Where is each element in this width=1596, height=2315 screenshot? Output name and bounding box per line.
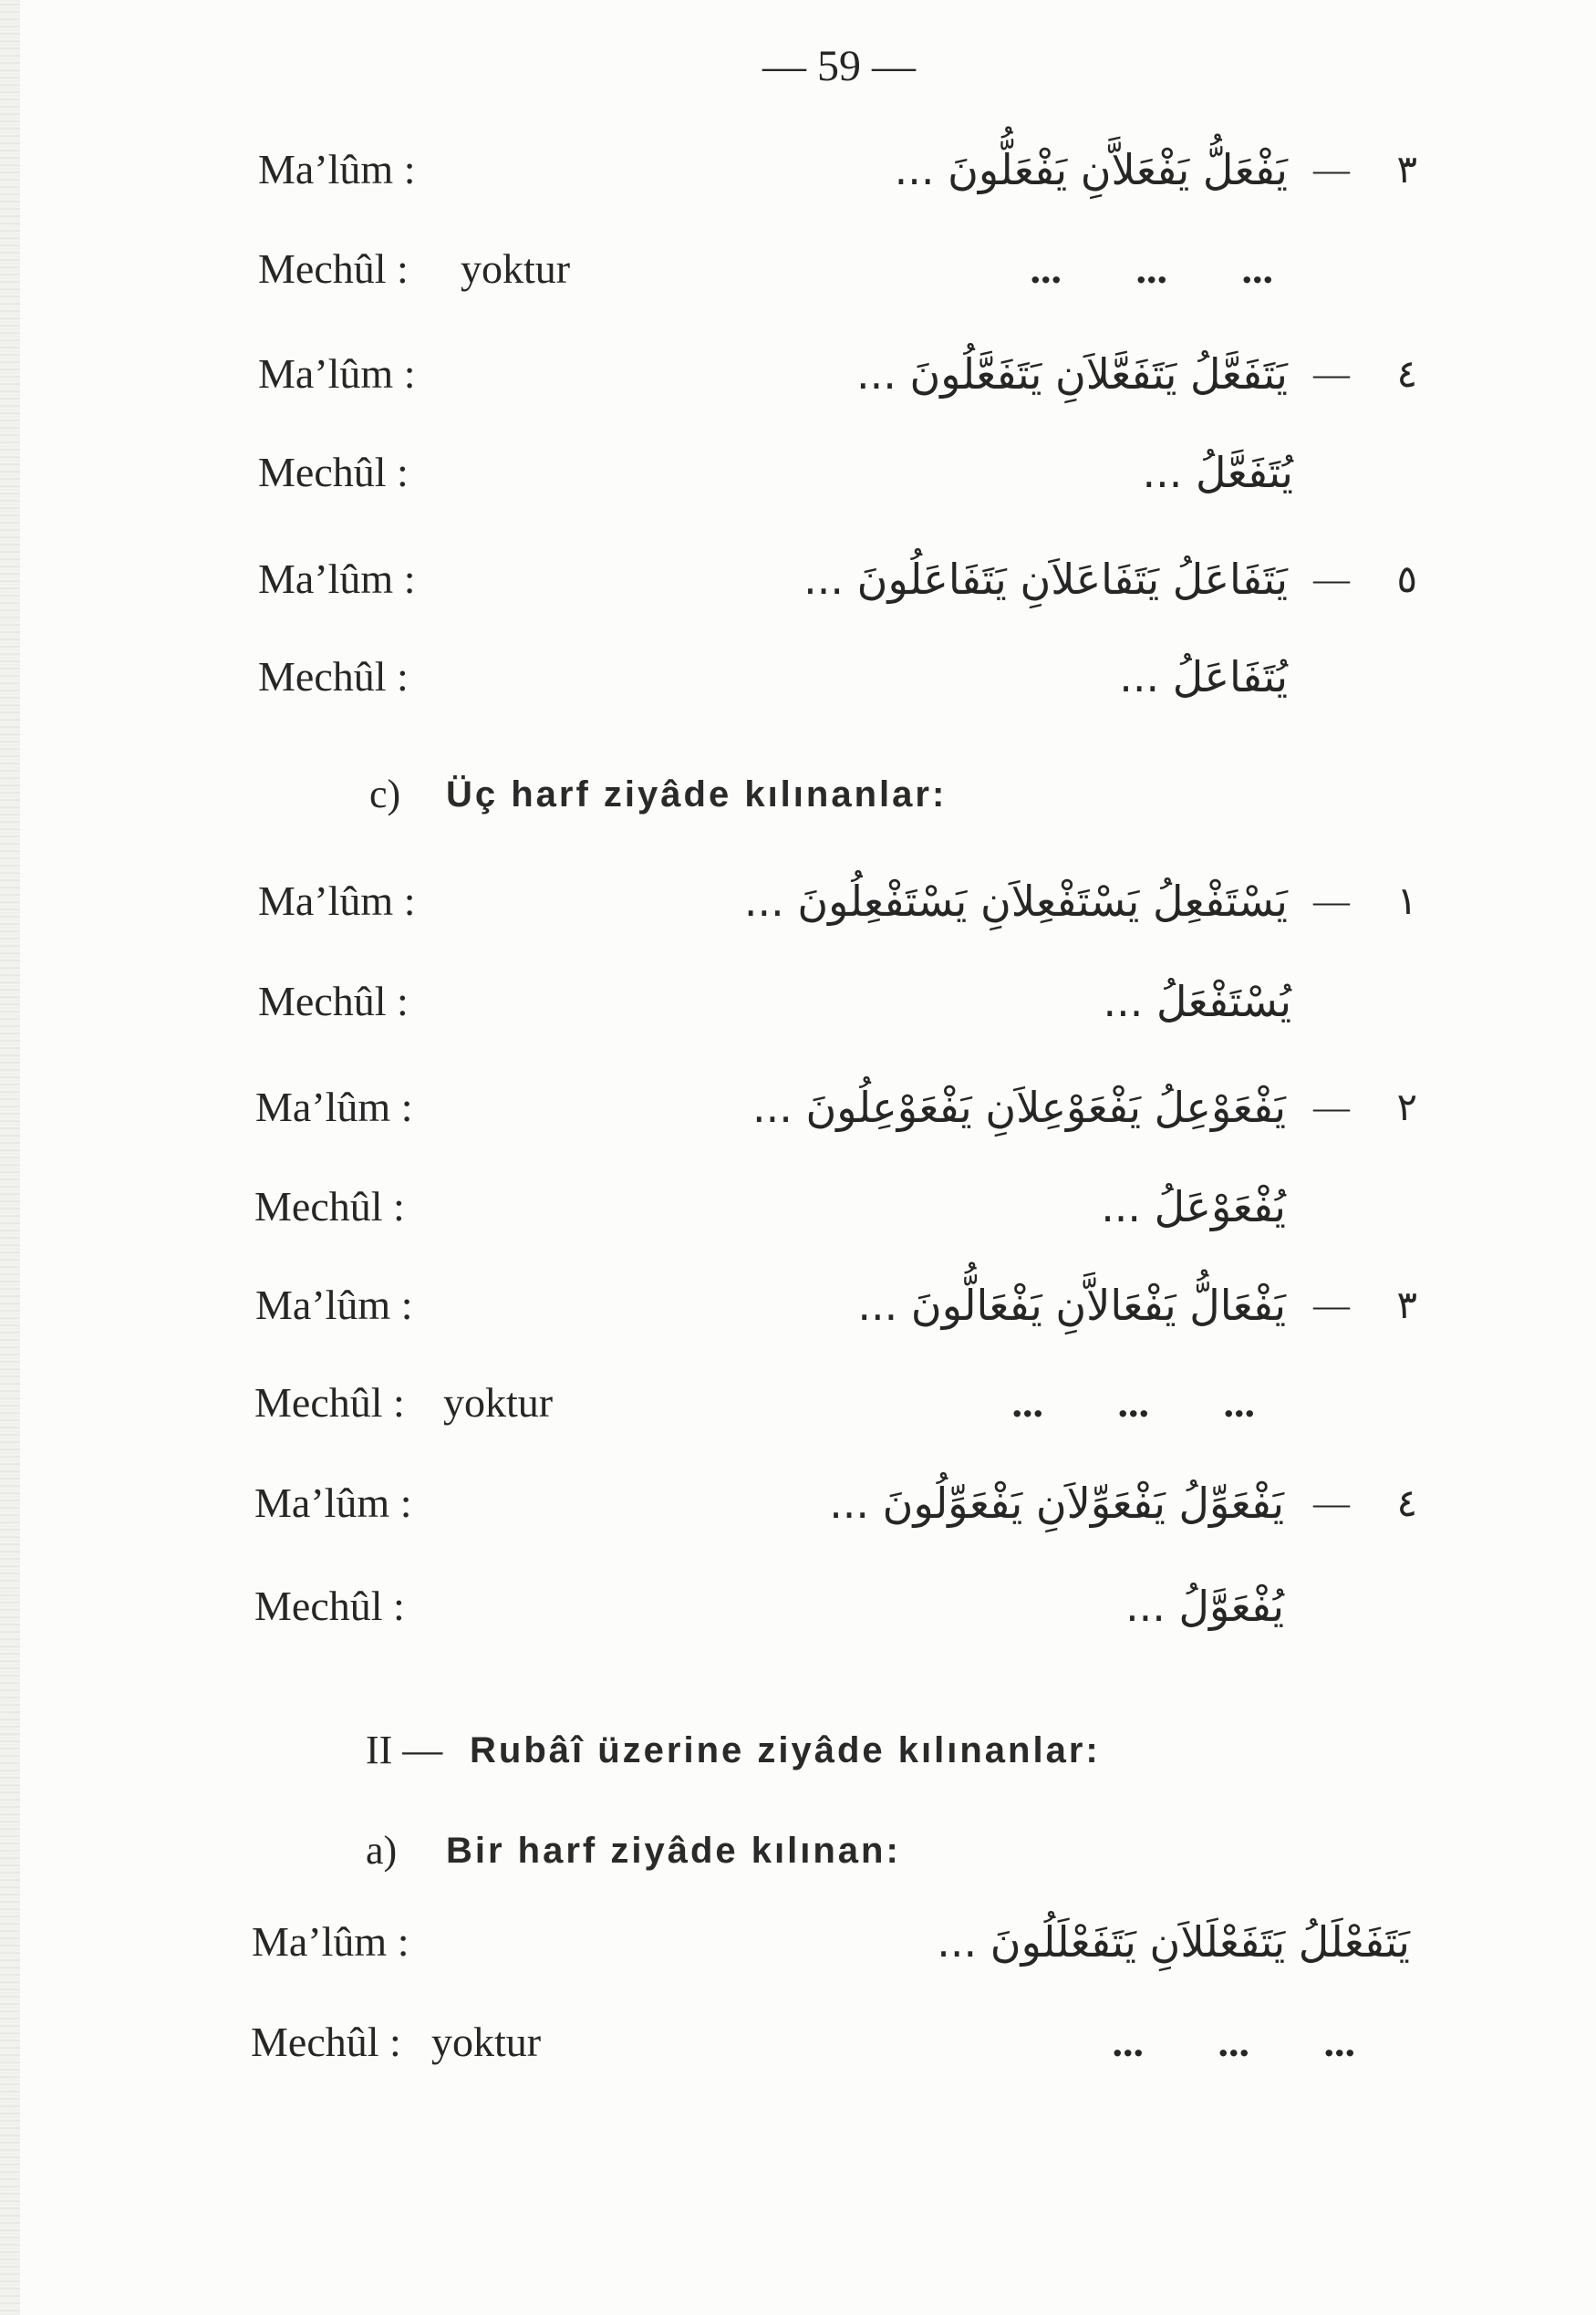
page-number: — 59 — — [762, 42, 916, 90]
arabic-number: ٣ — [1396, 147, 1417, 192]
list-dash: — — [1313, 1086, 1350, 1127]
arabic-conjugation: يَسْتَفْعِلُ يَسْتَفْعِلاَنِ يَسْتَفْعِلُونَ ... — [743, 877, 1288, 926]
placeholder-dots: ... ... ... — [1011, 1379, 1255, 1426]
value-yoktur: yoktur — [461, 245, 571, 292]
label-mechul: Mechûl : — [254, 1583, 405, 1629]
arabic-conjugation: يَفْعَالُّ يَفْعَالاَّنِ يَفْعَالُّونَ ... — [857, 1281, 1286, 1330]
arabic-conjugation: يُسْتَفْعَلُ ... — [1103, 977, 1291, 1026]
arabic-conjugation: يَفْعَوْعِلُ يَفْعَوْعِلاَنِ يَفْعَوْعِلُونَ ... — [752, 1083, 1286, 1132]
arabic-conjugation: يُفْعَوَّلُ ... — [1125, 1582, 1284, 1631]
arabic-conjugation: يُفْعَوْعَلُ ... — [1101, 1182, 1286, 1231]
list-dash: — — [1313, 1482, 1350, 1523]
label-mechul: Mechûl : — [258, 653, 409, 700]
arabic-number: ٢ — [1396, 1085, 1417, 1129]
scan-edge — [0, 0, 20, 2315]
label-malum: Ma’lûm : — [255, 1282, 413, 1328]
value-yoktur: yoktur — [443, 1379, 554, 1426]
section-heading: Üç harf ziyâde kılınanlar: — [446, 774, 948, 815]
list-dash: — — [1313, 880, 1350, 921]
arabic-number: ١ — [1396, 878, 1417, 923]
section-heading: Bir harf ziyâde kılınan: — [446, 1831, 901, 1871]
arabic-number: ٥ — [1396, 556, 1417, 601]
label-malum: Ma’lûm : — [255, 1084, 413, 1130]
arabic-conjugation: يُتَفَاعَلُ ... — [1119, 652, 1288, 701]
label-malum: Ma’lûm : — [258, 350, 416, 397]
arabic-conjugation: يَتَفَعْلَلُ يَتَفَعْلَلاَنِ يَتَفَعْلَلُونَ ... — [937, 1917, 1410, 1967]
arabic-number: ٤ — [1396, 351, 1417, 396]
label-malum: Ma’lûm : — [258, 146, 416, 192]
label-mechul: Mechûl : — [251, 2019, 401, 2065]
label-malum: Ma’lûm : — [258, 555, 416, 602]
section-marker: a) — [366, 1828, 398, 1873]
arabic-conjugation: يَتَفَعَّلُ يَتَفَعَّلاَنِ يَتَفَعَّلُونَ ... — [855, 349, 1288, 399]
label-malum: Ma’lûm : — [258, 877, 416, 924]
placeholder-dots: ... ... ... — [1030, 245, 1273, 292]
arabic-conjugation: يَفْعَلُّ يَفْعَلاَّنِ يَفْعَلُّونَ ... — [894, 145, 1288, 194]
section-heading: Rubâî üzerine ziyâde kılınanlar: — [470, 1730, 1101, 1770]
label-mechul: Mechûl : — [254, 1183, 405, 1230]
value-yoktur: yoktur — [431, 2019, 542, 2065]
list-dash: — — [1313, 558, 1350, 599]
section-marker: II — — [366, 1728, 443, 1772]
section-marker: c) — [369, 772, 401, 816]
label-mechul: Mechûl : — [258, 449, 409, 495]
label-mechul: Mechûl : — [258, 245, 409, 292]
label-mechul: Mechûl : — [254, 1379, 405, 1426]
label-mechul: Mechûl : — [258, 978, 409, 1024]
arabic-conjugation: يَفْعَوِّلُ يَفْعَوِّلاَنِ يَفْعَوِّلُونَ ... — [829, 1479, 1284, 1528]
placeholder-dots: ... ... ... — [1112, 2019, 1355, 2065]
arabic-conjugation: يُتَفَعَّلُ ... — [1142, 448, 1293, 497]
arabic-number: ٤ — [1396, 1480, 1417, 1525]
list-dash: — — [1313, 353, 1350, 394]
list-dash: — — [1313, 149, 1350, 190]
label-malum: Ma’lûm : — [252, 1918, 409, 1965]
arabic-number: ٣ — [1396, 1282, 1417, 1327]
arabic-conjugation: يَتَفَاعَلُ يَتَفَاعَلاَنِ يَتَفَاعَلُونَ ... — [803, 555, 1288, 604]
label-malum: Ma’lûm : — [254, 1479, 412, 1526]
list-dash: — — [1313, 1284, 1350, 1325]
